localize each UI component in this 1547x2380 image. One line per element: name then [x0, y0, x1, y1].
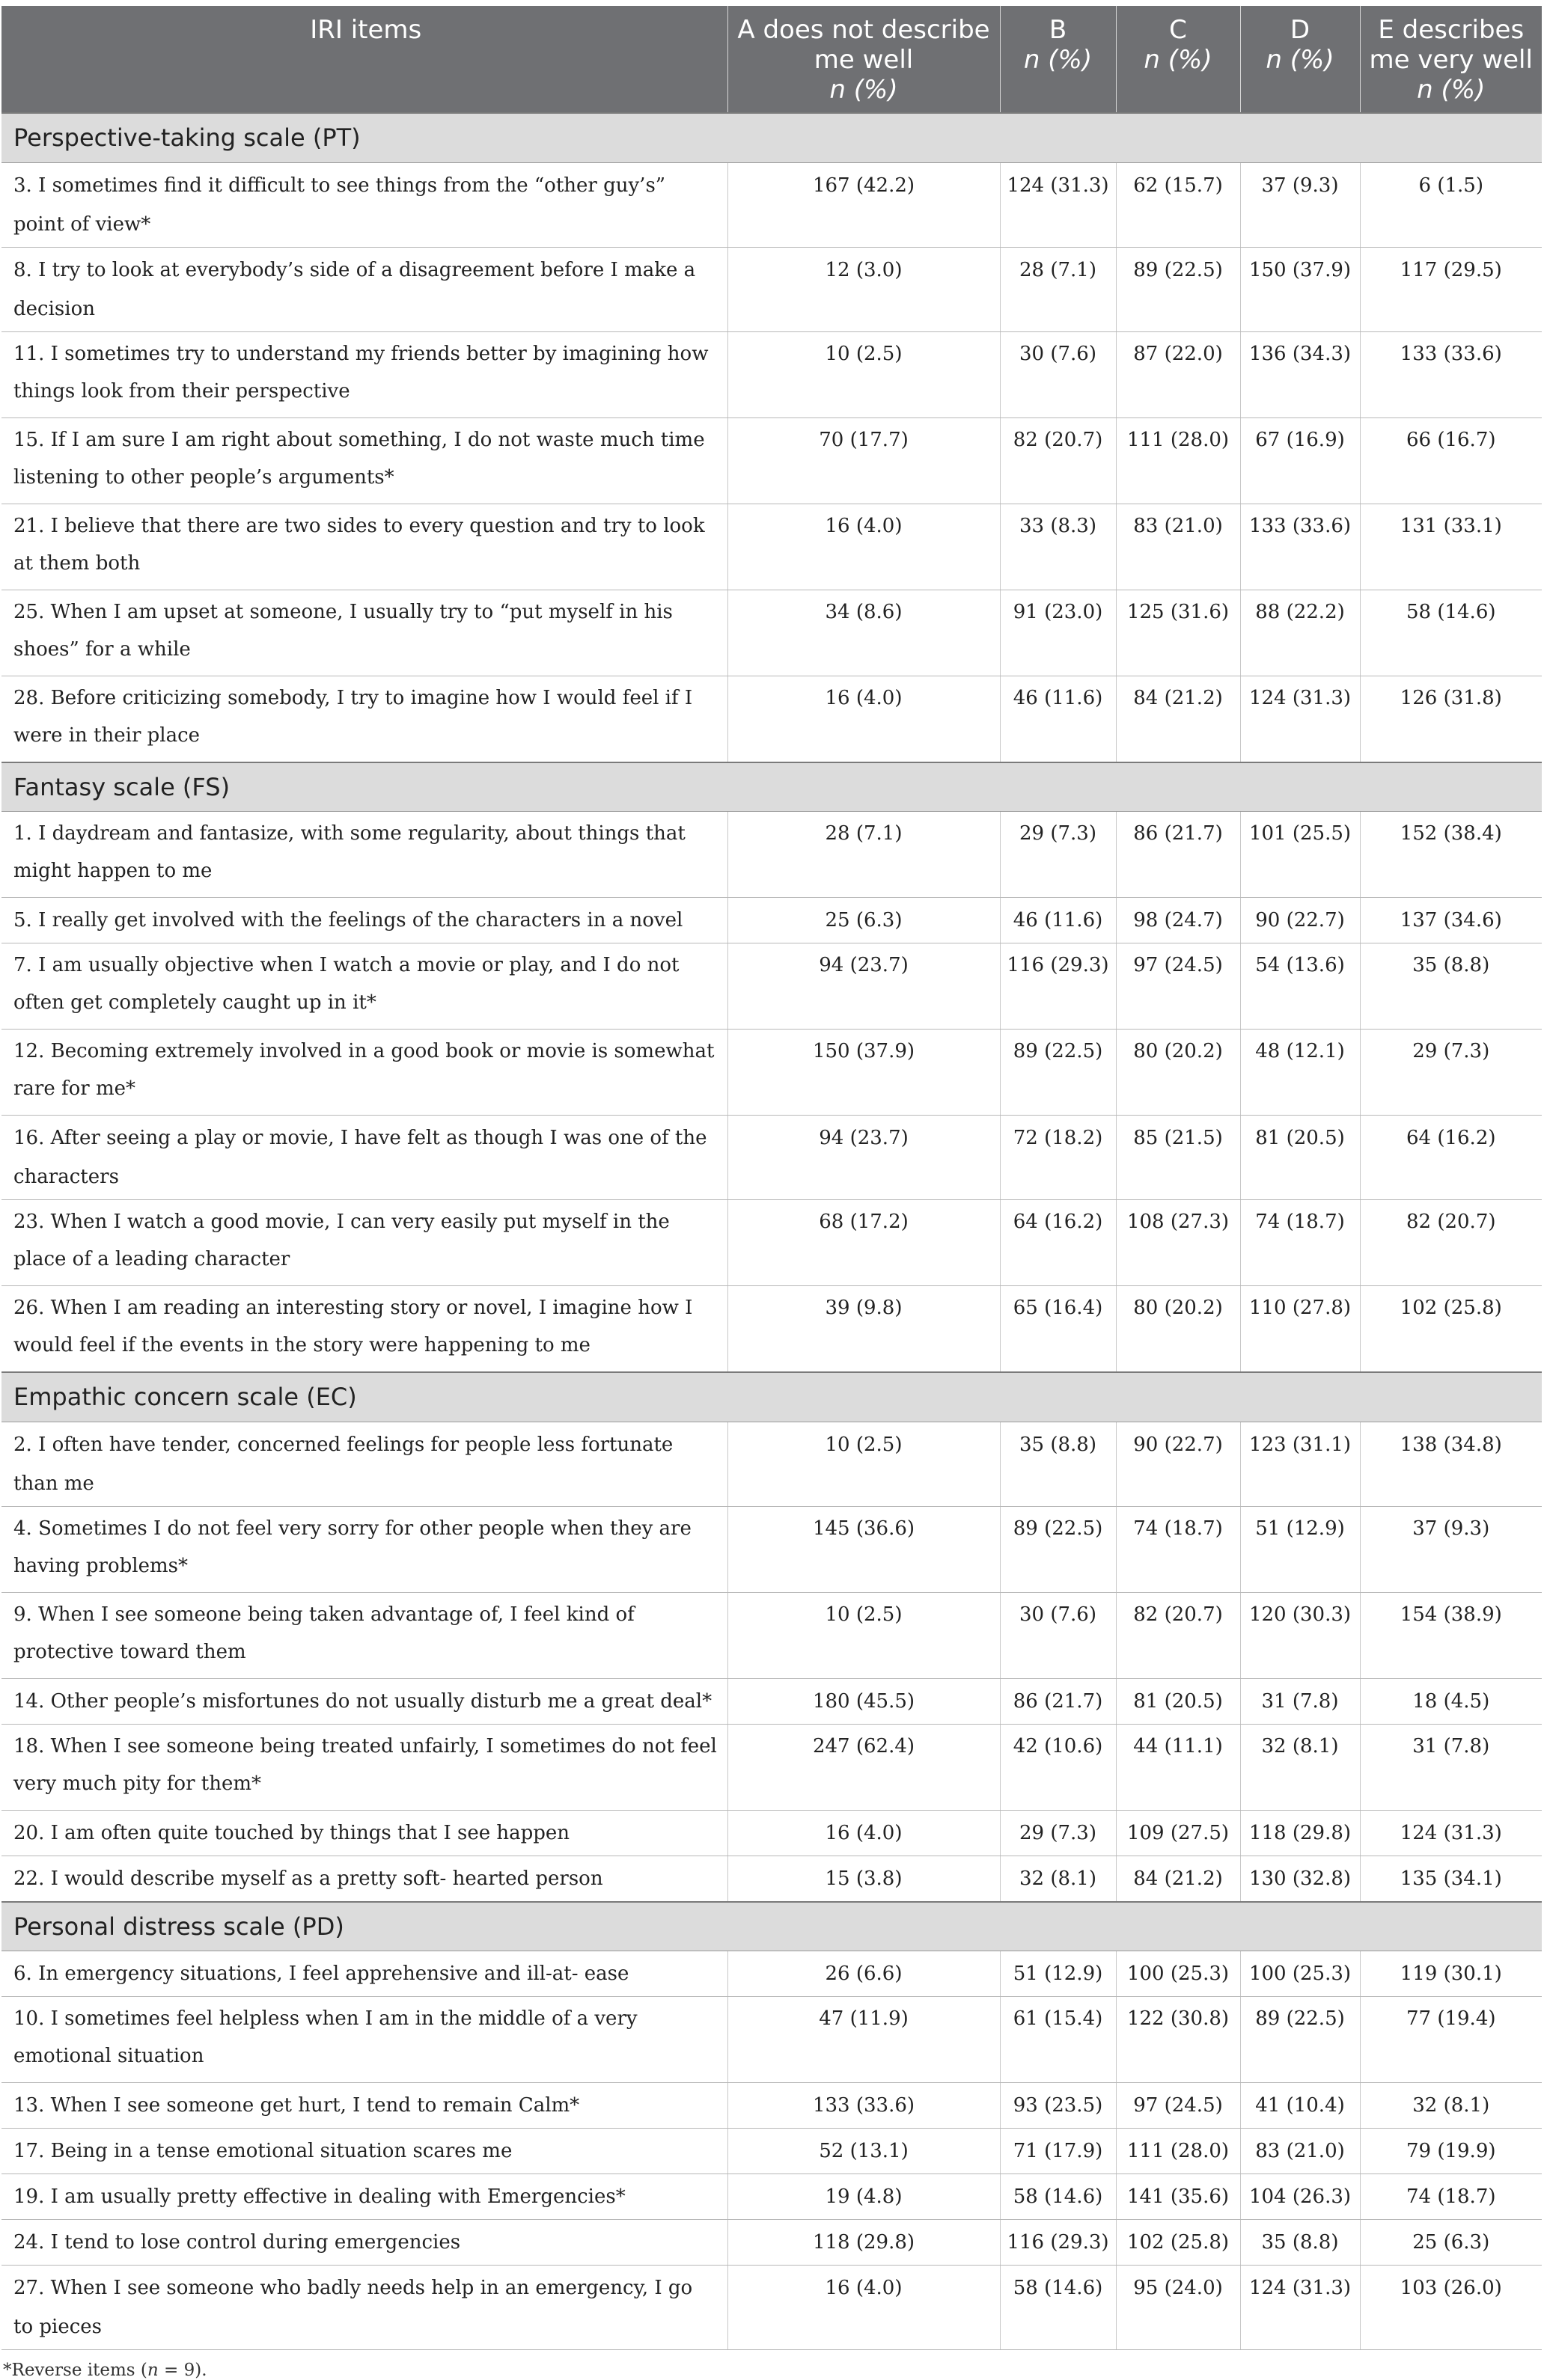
- value-cell-c: 87 (22.0): [1116, 331, 1240, 417]
- table-row: [1, 2083, 1542, 2129]
- item-text-cell: 14. Other people’s misfortunes do not usually disturb me a great deal*: [1, 1678, 727, 1724]
- value-cell-a: 34 (8.6): [727, 590, 1000, 676]
- value-cell-d: 124 (31.3): [1240, 676, 1360, 762]
- item-text-cell: 6. In emergency situations, I feel apprehensive and ill-at- ease: [1, 1951, 727, 1997]
- value-cell-c: 109 (27.5): [1116, 1810, 1240, 1856]
- value-cell-e: 124 (31.3): [1360, 1810, 1542, 1856]
- value-cell-a: 94 (23.7): [727, 1116, 1000, 1200]
- value-cell-c: 102 (25.8): [1116, 2220, 1240, 2266]
- value-cell-a: 16 (4.0): [727, 1810, 1000, 1856]
- value-cell-c: 122 (30.8): [1116, 1997, 1240, 2083]
- value-cell-a: 133 (33.6): [727, 2083, 1000, 2129]
- value-cell-d: 35 (8.8): [1240, 2220, 1360, 2266]
- value-cell-d: 133 (33.6): [1240, 504, 1360, 590]
- table-row: [1, 943, 1542, 1030]
- value-cell-e: 152 (38.4): [1360, 812, 1542, 898]
- item-text-cell: 3. I sometimes find it difficult to see things from the “other guy’s” point of view*: [1, 162, 727, 247]
- value-cell-c: 90 (22.7): [1116, 1422, 1240, 1506]
- value-cell-b: 30 (7.6): [1000, 331, 1116, 417]
- value-cell-c: 82 (20.7): [1116, 1592, 1240, 1678]
- value-cell-b: 35 (8.8): [1000, 1422, 1116, 1506]
- value-cell-b: 89 (22.5): [1000, 1030, 1116, 1116]
- value-cell-b: 72 (18.2): [1000, 1116, 1116, 1200]
- value-cell-b: 58 (14.6): [1000, 2174, 1116, 2220]
- value-cell-a: 52 (13.1): [727, 2129, 1000, 2174]
- value-cell-a: 247 (62.4): [727, 1724, 1000, 1810]
- value-cell-a: 145 (36.6): [727, 1506, 1000, 1592]
- item-text-cell: 7. I am usually objective when I watch a movie or play, and I do not often get completely caught up in it*: [1, 943, 727, 1030]
- value-cell-c: 86 (21.7): [1116, 812, 1240, 898]
- value-cell-d: 51 (12.9): [1240, 1506, 1360, 1592]
- value-cell-d: 48 (12.1): [1240, 1030, 1360, 1116]
- table-row: [1, 417, 1542, 504]
- table-row: [1, 1724, 1542, 1810]
- section-header-row: [1, 1902, 1542, 1951]
- value-cell-b: 30 (7.6): [1000, 1592, 1116, 1678]
- value-cell-a: 19 (4.8): [727, 2174, 1000, 2220]
- item-text-cell: 12. Becoming extremely involved in a good book or movie is somewhat rare for me*: [1, 1030, 727, 1116]
- value-cell-d: 37 (9.3): [1240, 162, 1360, 247]
- header-a: A does not describe me well n (%): [727, 6, 1000, 113]
- value-cell-a: 118 (29.8): [727, 2220, 1000, 2266]
- value-cell-e: 79 (19.9): [1360, 2129, 1542, 2174]
- item-text-cell: 9. When I see someone being taken advantage of, I feel kind of protective toward them: [1, 1592, 727, 1678]
- value-cell-d: 124 (31.3): [1240, 2266, 1360, 2350]
- value-cell-e: 102 (25.8): [1360, 1286, 1542, 1373]
- header-d: D n (%): [1240, 6, 1360, 113]
- value-cell-c: 85 (21.5): [1116, 1116, 1240, 1200]
- value-cell-e: 74 (18.7): [1360, 2174, 1542, 2220]
- item-text-cell: 16. After seeing a play or movie, I have felt as though I was one of the characters: [1, 1116, 727, 1200]
- value-cell-c: 98 (24.7): [1116, 898, 1240, 943]
- value-cell-a: 25 (6.3): [727, 898, 1000, 943]
- table-row: [1, 1286, 1542, 1373]
- section-title: Fantasy scale (FS): [1, 762, 1542, 812]
- section-header-row: [1, 113, 1542, 162]
- table-row: [1, 162, 1542, 247]
- value-cell-c: 97 (24.5): [1116, 2083, 1240, 2129]
- item-text-cell: 24. I tend to lose control during emergencies: [1, 2220, 727, 2266]
- value-cell-e: 58 (14.6): [1360, 590, 1542, 676]
- value-cell-a: 180 (45.5): [727, 1678, 1000, 1724]
- value-cell-b: 91 (23.0): [1000, 590, 1116, 676]
- value-cell-d: 54 (13.6): [1240, 943, 1360, 1030]
- value-cell-c: 141 (35.6): [1116, 2174, 1240, 2220]
- table-row: [1, 1856, 1542, 1902]
- header-e: E describes me very well n (%): [1360, 6, 1542, 113]
- table-row: [1, 2129, 1542, 2174]
- item-text-cell: 23. When I watch a good movie, I can very easily put myself in the place of a leading character: [1, 1200, 727, 1286]
- value-cell-c: 80 (20.2): [1116, 1286, 1240, 1373]
- item-text-cell: 4. Sometimes I do not feel very sorry for other people when they are having problems*: [1, 1506, 727, 1592]
- value-cell-c: 95 (24.0): [1116, 2266, 1240, 2350]
- table-row: [1, 1951, 1542, 1997]
- value-cell-e: 64 (16.2): [1360, 1116, 1542, 1200]
- value-cell-a: 16 (4.0): [727, 504, 1000, 590]
- header-b: B n (%): [1000, 6, 1116, 113]
- value-cell-b: 86 (21.7): [1000, 1678, 1116, 1724]
- value-cell-e: 82 (20.7): [1360, 1200, 1542, 1286]
- table-row: [1, 2266, 1542, 2350]
- value-cell-e: 37 (9.3): [1360, 1506, 1542, 1592]
- value-cell-e: 117 (29.5): [1360, 247, 1542, 331]
- iri-items-table: [1, 6, 1542, 2350]
- header-row: [1, 6, 1542, 113]
- table-row: [1, 331, 1542, 417]
- table-row: [1, 898, 1542, 943]
- header-c: C n (%): [1116, 6, 1240, 113]
- value-cell-e: 138 (34.8): [1360, 1422, 1542, 1506]
- table-row: [1, 1592, 1542, 1678]
- table-container: [0, 6, 1547, 2380]
- table-row: [1, 812, 1542, 898]
- value-cell-d: 136 (34.3): [1240, 331, 1360, 417]
- value-cell-d: 67 (16.9): [1240, 417, 1360, 504]
- value-cell-b: 124 (31.3): [1000, 162, 1116, 247]
- table-body: [1, 113, 1542, 2350]
- table-row: [1, 504, 1542, 590]
- section-header-row: [1, 762, 1542, 812]
- value-cell-b: 29 (7.3): [1000, 1810, 1116, 1856]
- value-cell-a: 12 (3.0): [727, 247, 1000, 331]
- value-cell-e: 133 (33.6): [1360, 331, 1542, 417]
- item-text-cell: 10. I sometimes feel helpless when I am in the middle of a very emotional situation: [1, 1997, 727, 2083]
- value-cell-a: 10 (2.5): [727, 1422, 1000, 1506]
- value-cell-b: 51 (12.9): [1000, 1951, 1116, 1997]
- value-cell-e: 119 (30.1): [1360, 1951, 1542, 1997]
- value-cell-a: 39 (9.8): [727, 1286, 1000, 1373]
- section-title: Empathic concern scale (EC): [1, 1372, 1542, 1422]
- value-cell-b: 28 (7.1): [1000, 247, 1116, 331]
- table-row: [1, 1810, 1542, 1856]
- value-cell-a: 94 (23.7): [727, 943, 1000, 1030]
- value-cell-b: 82 (20.7): [1000, 417, 1116, 504]
- value-cell-c: 80 (20.2): [1116, 1030, 1240, 1116]
- value-cell-c: 81 (20.5): [1116, 1678, 1240, 1724]
- value-cell-b: 58 (14.6): [1000, 2266, 1116, 2350]
- value-cell-b: 42 (10.6): [1000, 1724, 1116, 1810]
- value-cell-c: 89 (22.5): [1116, 247, 1240, 331]
- value-cell-e: 31 (7.8): [1360, 1724, 1542, 1810]
- value-cell-d: 101 (25.5): [1240, 812, 1360, 898]
- item-text-cell: 1. I daydream and fantasize, with some regularity, about things that might happen to me: [1, 812, 727, 898]
- value-cell-d: 74 (18.7): [1240, 1200, 1360, 1286]
- value-cell-e: 32 (8.1): [1360, 2083, 1542, 2129]
- value-cell-d: 118 (29.8): [1240, 1810, 1360, 1856]
- value-cell-c: 84 (21.2): [1116, 1856, 1240, 1902]
- section-title: Perspective-taking scale (PT): [1, 113, 1542, 162]
- item-text-cell: 27. When I see someone who badly needs help in an emergency, I go to pieces: [1, 2266, 727, 2350]
- value-cell-a: 28 (7.1): [727, 812, 1000, 898]
- item-text-cell: 13. When I see someone get hurt, I tend to remain Calm*: [1, 2083, 727, 2129]
- section-header-row: [1, 1372, 1542, 1422]
- value-cell-e: 25 (6.3): [1360, 2220, 1542, 2266]
- item-text-cell: 11. I sometimes try to understand my friends better by imagining how things look from their perspective: [1, 331, 727, 417]
- value-cell-c: 125 (31.6): [1116, 590, 1240, 676]
- table-row: [1, 1506, 1542, 1592]
- item-text-cell: 20. I am often quite touched by things that I see happen: [1, 1810, 727, 1856]
- value-cell-a: 16 (4.0): [727, 2266, 1000, 2350]
- value-cell-d: 120 (30.3): [1240, 1592, 1360, 1678]
- value-cell-b: 46 (11.6): [1000, 898, 1116, 943]
- item-text-cell: 26. When I am reading an interesting story or novel, I imagine how I would feel if the events in the story were happening to me: [1, 1286, 727, 1373]
- item-text-cell: 5. I really get involved with the feelings of the characters in a novel: [1, 898, 727, 943]
- value-cell-d: 88 (22.2): [1240, 590, 1360, 676]
- value-cell-d: 90 (22.7): [1240, 898, 1360, 943]
- value-cell-c: 111 (28.0): [1116, 417, 1240, 504]
- table-row: [1, 1200, 1542, 1286]
- item-text-cell: 17. Being in a tense emotional situation scares me: [1, 2129, 727, 2174]
- value-cell-d: 130 (32.8): [1240, 1856, 1360, 1902]
- value-cell-b: 93 (23.5): [1000, 2083, 1116, 2129]
- table-row: [1, 1678, 1542, 1724]
- value-cell-d: 123 (31.1): [1240, 1422, 1360, 1506]
- value-cell-a: 150 (37.9): [727, 1030, 1000, 1116]
- value-cell-b: 32 (8.1): [1000, 1856, 1116, 1902]
- table-row: [1, 1116, 1542, 1200]
- value-cell-d: 89 (22.5): [1240, 1997, 1360, 2083]
- header-iri-items: IRI items: [1, 6, 727, 113]
- value-cell-d: 110 (27.8): [1240, 1286, 1360, 1373]
- table-row: [1, 247, 1542, 331]
- value-cell-c: 100 (25.3): [1116, 1951, 1240, 1997]
- item-text-cell: 18. When I see someone being treated unfairly, I sometimes do not feel very much pity for them*: [1, 1724, 727, 1810]
- value-cell-d: 41 (10.4): [1240, 2083, 1360, 2129]
- value-cell-b: 64 (16.2): [1000, 1200, 1116, 1286]
- item-text-cell: 22. I would describe myself as a pretty soft- hearted person: [1, 1856, 727, 1902]
- value-cell-d: 104 (26.3): [1240, 2174, 1360, 2220]
- value-cell-c: 74 (18.7): [1116, 1506, 1240, 1592]
- value-cell-b: 65 (16.4): [1000, 1286, 1116, 1373]
- value-cell-e: 126 (31.8): [1360, 676, 1542, 762]
- table-row: [1, 1422, 1542, 1506]
- value-cell-e: 29 (7.3): [1360, 1030, 1542, 1116]
- value-cell-a: 15 (3.8): [727, 1856, 1000, 1902]
- item-text-cell: 28. Before criticizing somebody, I try to imagine how I would feel if I were in their place: [1, 676, 727, 762]
- value-cell-c: 83 (21.0): [1116, 504, 1240, 590]
- value-cell-c: 84 (21.2): [1116, 676, 1240, 762]
- value-cell-e: 103 (26.0): [1360, 2266, 1542, 2350]
- value-cell-e: 66 (16.7): [1360, 417, 1542, 504]
- item-text-cell: 8. I try to look at everybody’s side of a disagreement before I make a decision: [1, 247, 727, 331]
- value-cell-d: 31 (7.8): [1240, 1678, 1360, 1724]
- value-cell-e: 135 (34.1): [1360, 1856, 1542, 1902]
- value-cell-e: 137 (34.6): [1360, 898, 1542, 943]
- value-cell-b: 29 (7.3): [1000, 812, 1116, 898]
- value-cell-c: 97 (24.5): [1116, 943, 1240, 1030]
- item-text-cell: 25. When I am upset at someone, I usually try to “put myself in his shoes” for a while: [1, 590, 727, 676]
- value-cell-d: 32 (8.1): [1240, 1724, 1360, 1810]
- value-cell-c: 111 (28.0): [1116, 2129, 1240, 2174]
- item-text-cell: 15. If I am sure I am right about something, I do not waste much time listening to other people’s arguments*: [1, 417, 727, 504]
- value-cell-e: 154 (38.9): [1360, 1592, 1542, 1678]
- value-cell-a: 10 (2.5): [727, 331, 1000, 417]
- value-cell-e: 131 (33.1): [1360, 504, 1542, 590]
- value-cell-d: 81 (20.5): [1240, 1116, 1360, 1200]
- table-row: [1, 1997, 1542, 2083]
- value-cell-b: 61 (15.4): [1000, 1997, 1116, 2083]
- value-cell-a: 47 (11.9): [727, 1997, 1000, 2083]
- item-text-cell: 2. I often have tender, concerned feelings for people less fortunate than me: [1, 1422, 727, 1506]
- table-row: [1, 676, 1542, 762]
- value-cell-a: 167 (42.2): [727, 162, 1000, 247]
- value-cell-b: 116 (29.3): [1000, 943, 1116, 1030]
- value-cell-b: 46 (11.6): [1000, 676, 1116, 762]
- value-cell-e: 6 (1.5): [1360, 162, 1542, 247]
- value-cell-a: 70 (17.7): [727, 417, 1000, 504]
- value-cell-e: 18 (4.5): [1360, 1678, 1542, 1724]
- value-cell-e: 35 (8.8): [1360, 943, 1542, 1030]
- value-cell-b: 116 (29.3): [1000, 2220, 1116, 2266]
- value-cell-a: 10 (2.5): [727, 1592, 1000, 1678]
- value-cell-b: 71 (17.9): [1000, 2129, 1116, 2174]
- table-row: [1, 2174, 1542, 2220]
- table-row: [1, 590, 1542, 676]
- value-cell-b: 89 (22.5): [1000, 1506, 1116, 1592]
- footnote: *Reverse items (n = 9).: [3, 2361, 207, 2380]
- value-cell-b: 33 (8.3): [1000, 504, 1116, 590]
- value-cell-d: 150 (37.9): [1240, 247, 1360, 331]
- item-text-cell: 21. I believe that there are two sides to every question and try to look at them both: [1, 504, 727, 590]
- table-row: [1, 1030, 1542, 1116]
- table-row: [1, 2220, 1542, 2266]
- value-cell-c: 44 (11.1): [1116, 1724, 1240, 1810]
- value-cell-c: 108 (27.3): [1116, 1200, 1240, 1286]
- value-cell-c: 62 (15.7): [1116, 162, 1240, 247]
- value-cell-d: 100 (25.3): [1240, 1951, 1360, 1997]
- value-cell-a: 68 (17.2): [727, 1200, 1000, 1286]
- value-cell-a: 26 (6.6): [727, 1951, 1000, 1997]
- value-cell-d: 83 (21.0): [1240, 2129, 1360, 2174]
- value-cell-e: 77 (19.4): [1360, 1997, 1542, 2083]
- value-cell-a: 16 (4.0): [727, 676, 1000, 762]
- item-text-cell: 19. I am usually pretty effective in dealing with Emergencies*: [1, 2174, 727, 2220]
- section-title: Personal distress scale (PD): [1, 1902, 1542, 1951]
